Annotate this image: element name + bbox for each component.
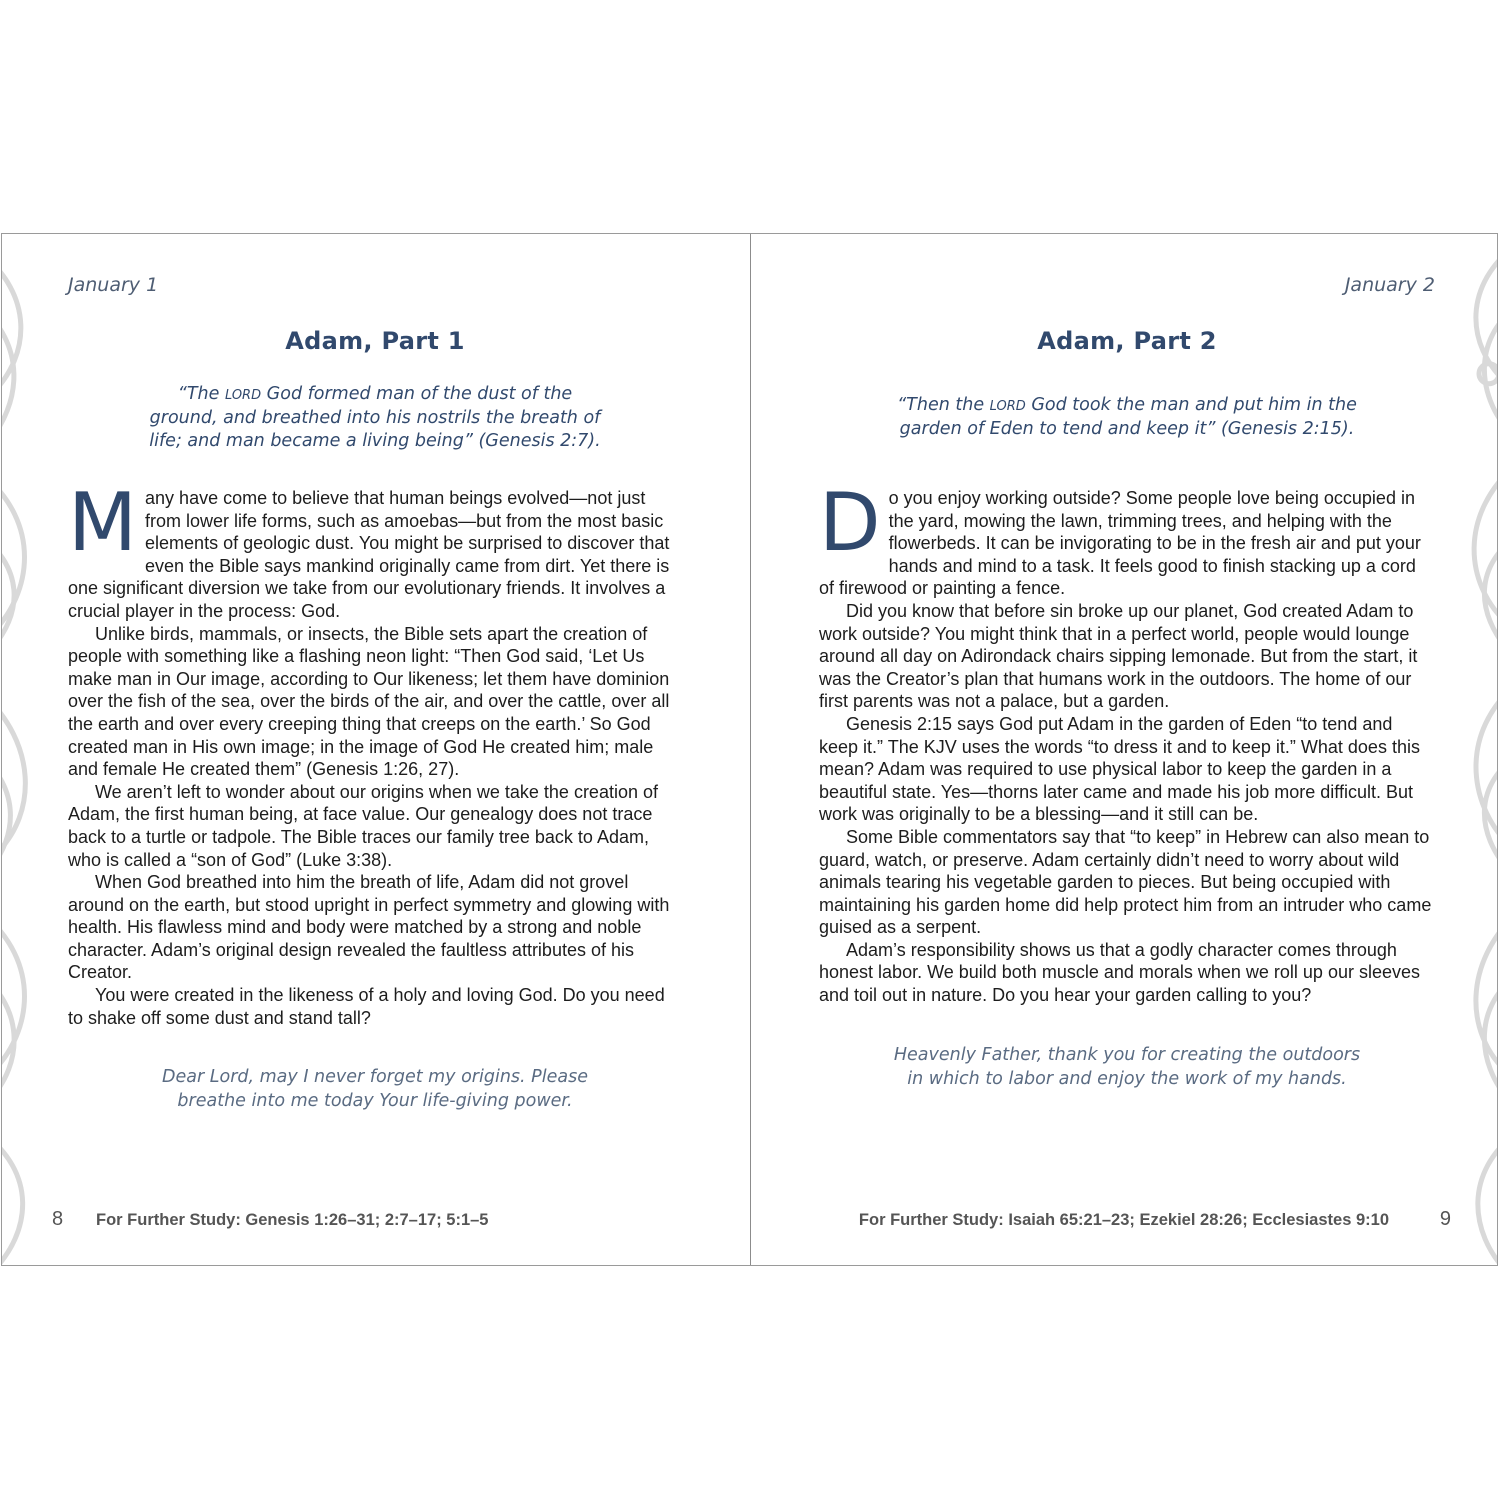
drop-cap: M [68, 476, 138, 569]
devotion-title: Adam, Part 1 [285, 327, 465, 355]
further-study: For Further Study: Genesis 1:26–31; 2:7–17; 5:1–5 [96, 1211, 489, 1229]
body-paragraph: When God breathed into him the breath of life, Adam did not grovel around on the earth, but stood upright in perfect symmetry and glowing with health. His flawless mind and body were matched by a strong and noble character. Adam’s original design revealed the faultless attributes of his Creator. [68, 872, 670, 983]
scripture-verse: “Then the LORD God took the man and put him in the garden of Eden to tend and keep it” (Genesis 2:15). [897, 395, 1357, 439]
body-paragraph: Unlike birds, mammals, or insects, the Bible sets apart the creation of people with something like a flashing neon light: “Then God said, ‘Let Us make man in Our image, according to Our likeness; let them have dominion over the fish of the sea, over the birds of the air, and over the cattle, over all the earth and over every creeping thing that creeps on the earth.’ So God created man in His own image; in the image of God He created him; male and female He created them” (Genesis 1:26, 27). [68, 623, 670, 780]
left-swirl-decoration [2, 234, 40, 1265]
page-date: January 2 [1344, 274, 1435, 296]
page-date: January 1 [68, 274, 159, 296]
further-study: For Further Study: Isaiah 65:21–23; Ezekiel 28:26; Ecclesiastes 9:10 [858, 1211, 1389, 1229]
page-number: 8 [52, 1208, 64, 1230]
devotion-body [819, 476, 1435, 1007]
right-page [819, 234, 1451, 1265]
left-page [52, 234, 682, 1265]
page-number: 9 [1439, 1208, 1451, 1230]
body-paragraph: Do you enjoy working outside? Some people love being occupied in the yard, mowing the lawn, trimming trees, and helping with the flowerbeds. It can be invigorating to be in the fresh air and put your hands and mind to a task. It feels good to finish stacking up a cord of firewood or painting a fence. [819, 476, 1421, 599]
body-paragraph: Adam’s responsibility shows us that a godly character comes through honest labor. We build both muscle and morals when we roll up our sleeves and toil out in nature. Do you hear your garden calling to you? [819, 939, 1420, 1006]
closing-prayer: Heavenly Father, thank you for creating the outdoors in which to labor and enjoy the work of my hands. [893, 1045, 1361, 1089]
body-paragraph: We aren’t left to wonder about our origins when we take the creation of Adam, the first human being, at face value. Our genealogy does not trace back to a turtle or tadpole. The Bible traces our family tree back to Adam, who is called a “son of God” (Luke 3:38). [68, 781, 658, 870]
spine-divider [750, 234, 751, 1265]
body-paragraph: Some Bible commentators say that “to keep” in Hebrew can also mean to guard, watch, or preserve. Adam certainly didn’t need to worry about wild animals tearing his vegetable garden to pieces. But being occupied with maintaining his garden home did help protect him from an intruder who came guised as a serpent. [819, 826, 1432, 938]
book-spread [1, 233, 1498, 1266]
drop-cap: D [819, 476, 881, 569]
body-paragraph: You were created in the likeness of a holy and loving God. Do you need to shake off some dust and stand tall? [68, 985, 665, 1028]
body-paragraph: Did you know that before sin broke up our planet, God created Adam to work outside? You might think that in a perfect world, people would lounge around all day on Adirondack chairs sipping lemonade. But from the start, it was the Creator’s plan that humans work in the outdoors. The home of our first parents was not a palace, but a garden. [819, 600, 1418, 712]
devotion-body [68, 476, 682, 1029]
devotion-title: Adam, Part 2 [1037, 327, 1217, 355]
closing-prayer: Dear Lord, may I never forget my origins. Please breathe into me today Your life-giving power. [162, 1067, 588, 1111]
body-paragraph: Genesis 2:15 says God put Adam in the garden of Eden “to tend and keep it.” The KJV uses the words “to dress it and to keep it.” What does this mean? Adam was required to use physical labor to keep the garden in a beautiful state. Yes—thorns later came and made his job more difficult. But work was originally to be a blessing—and it still can be. [819, 713, 1420, 825]
body-paragraph: Many have come to believe that human beings evolved—not just from lower life forms, such as amoebas—but from the most basic elements of geologic dust. You might be surprised to discover that even the Bible says mankind originally came from dirt. Yet there is one significant diversion we take from our evolutionary friends. It involves a crucial player in the process: God. [68, 476, 670, 621]
scripture-verse: “The LORD God formed man of the dust of the ground, and breathed into his nostrils the breath of life; and man became a living being” (Genesis 2:7). [149, 384, 601, 451]
right-swirl-decoration [1459, 234, 1497, 1265]
